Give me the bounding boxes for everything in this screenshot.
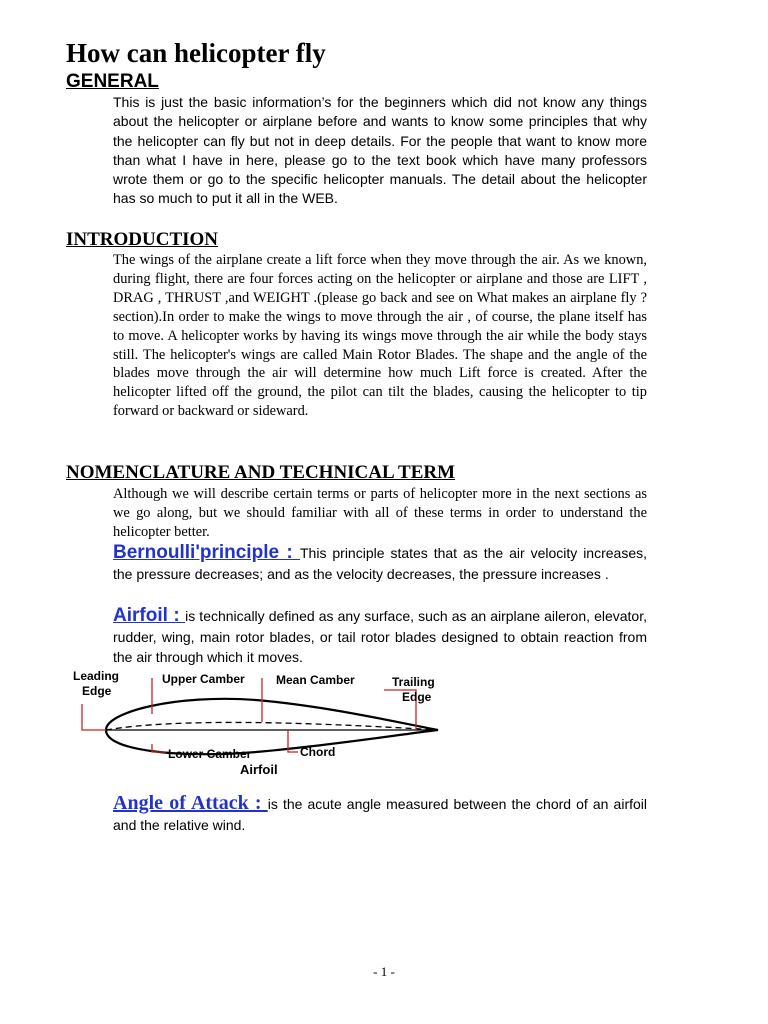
airfoil-outline bbox=[106, 699, 438, 754]
label-trailing-edge-1: Trailing bbox=[392, 675, 435, 689]
section-heading-introduction: INTRODUCTION bbox=[66, 229, 219, 250]
airfoil-diagram bbox=[66, 664, 466, 784]
definition-bernoulli: This principle states that as the air velocity increases, the pressure decreases; and as the velocity decreases, the pressure increases . bbox=[113, 545, 648, 582]
term-airfoil: Airfoil : bbox=[113, 605, 186, 626]
term-entry-angle-of-attack bbox=[113, 794, 647, 836]
section-heading-nomenclature: NOMENCLATURE AND TECHNICAL TERM bbox=[66, 462, 456, 483]
introduction-paragraph: The wings of the airplane create a lift force when they move through the air. As we known, during flight, there are four forces acting on the helicopter or airplane and those are LIFT , DRAG , THRUST ,and WEIGHT .(please go back and see on What makes an airplane fly ? section).In order to make the wings to move through the air , of course, the plane itself has to move. A helicopter works by having its wings move through the air while the body stays still. The helicopter's wings are called Main Rotor Blades. The shape and the angle of the blades move through the air will determine how much Lift force is created. After the helicopter lifted off the ground, the pilot can tilt the blades, causing the helicopter to tip forward or backward or sideward. bbox=[113, 252, 647, 420]
section-heading-general: GENERAL bbox=[66, 71, 159, 92]
page-title: How can helicopter fly bbox=[66, 38, 326, 68]
term-entry-airfoil bbox=[113, 606, 647, 669]
label-mean-camber: Mean Camber bbox=[276, 673, 355, 687]
page-number: - 1 - bbox=[373, 964, 395, 979]
label-chord: Chord bbox=[300, 745, 336, 759]
term-entry-bernoulli bbox=[113, 543, 647, 585]
label-leading-edge-2: Edge bbox=[82, 684, 112, 698]
label-lower-camber: Lower Camber bbox=[168, 747, 252, 761]
airfoil-caption: Airfoil bbox=[240, 762, 278, 777]
definition-airfoil: is technically defined as any surface, such as an airplane aileron, elevator, rudder, wing, main rotor blades, or tail rotor blades designed to obtain reaction from the air through which it moves. bbox=[113, 608, 647, 666]
label-leading-edge-1: Leading bbox=[73, 669, 120, 683]
label-trailing-edge-2: Edge bbox=[402, 690, 432, 704]
general-paragraph: This is just the basic information’s for the beginners which did not know any things about the helicopter or airplane before and wants to know some principles that why the helicopter can fly but not in deep details. For the people that want to know more than what I have in here, please go to the text book which have many professors wrote them or go to the specific helicopter manuals. The detail about the helicopter has so much to put it all in the WEB. bbox=[113, 94, 647, 207]
nomenclature-paragraph: Although we will describe certain terms or parts of helicopter more in the next sections as we go along, but we should familiar with all of these terms in order to understand the helicopter better. bbox=[113, 486, 647, 540]
term-angle-of-attack: Angle of Attack : bbox=[113, 792, 268, 814]
term-bernoulli: Bernoulli'principle : bbox=[113, 542, 300, 563]
mean-camber-line bbox=[106, 722, 438, 730]
definition-angle-of-attack: is the acute angle measured between the chord of an airfoil and the relative wind. bbox=[113, 796, 648, 833]
label-upper-camber: Upper Camber bbox=[162, 672, 245, 686]
